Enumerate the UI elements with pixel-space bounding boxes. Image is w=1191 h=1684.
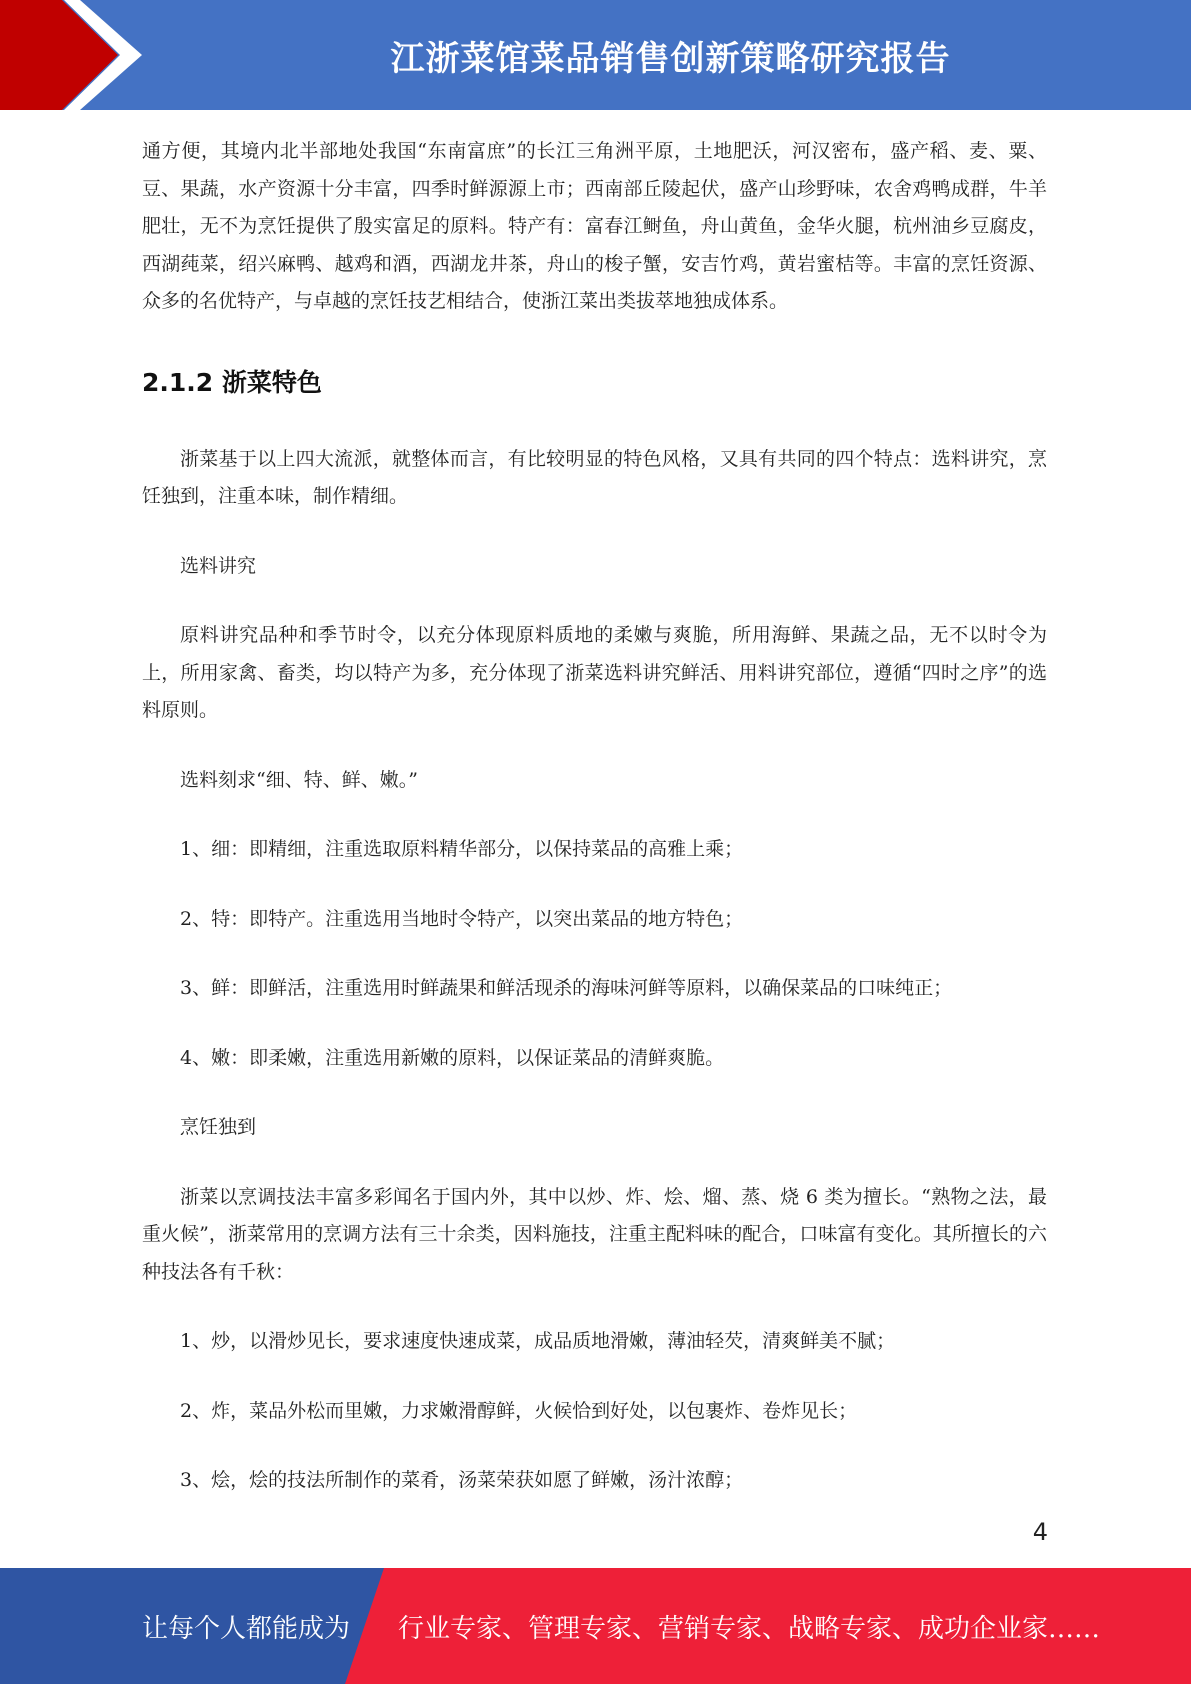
list-item: 1、细：即精细，注重选取原料精华部分，以保持菜品的高雅上乘；: [180, 838, 744, 860]
list-item: 2、特：即特产。注重选用当地时令特产，以突出菜品的地方特色；: [180, 907, 744, 930]
list-item: 1、炒，以滑炒见长，要求速度快速成菜，成品质地滑嫩，薄油轻芡，清爽鲜美不腻；: [180, 1330, 896, 1352]
paragraph-intro: 通方便，其境内北半部地处我国“东南富庶”的长江三角洲平原，土地肥沃，河汉密布，盛产稻、麦、粟、豆、果蔬，水产资源十分丰富，四季时鲜源源上市；西南部丘陵起伏，盛产山珍野味，农舍鸡鸭成群，牛羊肥壮，无不为烹饪提供了殷实富足的原料。特产有：富春江鲥鱼，舟山黄鱼，金华火腿，杭州油乡豆腐皮，西湖莼菜，绍兴麻鸭、越鸡和酒，西湖龙井茶，舟山的梭子蟹，安吉竹鸡，黄岩蜜桔等。丰富的烹饪资源、众多的名优特产，与卓越的烹饪技艺相结合，使浙江菜出类拔萃地独成体系。: [142, 140, 1047, 312]
document-title: 江浙菜馆菜品销售创新策略研究报告: [390, 38, 951, 79]
page-footer: [0, 1568, 1191, 1684]
paragraph: 选料刻求“细、特、鲜、嫩。”: [180, 768, 418, 791]
paragraph: 浙菜以烹调技法丰富多彩闻名于国内外，其中以炒、炸、烩、熘、蒸、烧 6 类为擅长。“熟物之法，最重火候”，浙菜常用的烹调方法有三十余类，因料施技，注重主配料味的配合，口味富有变化。其所擅长的六种技法各有千秋：: [142, 1185, 1047, 1283]
subheading-cooking: 烹饪独到: [180, 1116, 257, 1138]
header-arrow-decoration: [0, 0, 160, 110]
page-number: 4: [1032, 1518, 1048, 1546]
page-header: [0, 0, 1191, 110]
list-item: 4、嫩：即柔嫩，注重选用新嫩的原料，以保证菜品的清鲜爽脆。: [180, 1046, 725, 1069]
page-content: [142, 133, 1047, 1500]
subheading-selection: 选料讲究: [180, 554, 257, 577]
footer-slogan-right: 行业专家、管理专家、营销专家、战略专家、成功企业家……: [398, 1613, 1101, 1644]
list-item: 3、烩，烩的技法所制作的菜肴，汤菜荣获如愿了鲜嫩，汤汁浓醇；: [180, 1469, 744, 1491]
list-item: 3、鲜：即鲜活，注重选用时鲜蔬果和鲜活现杀的海味河鲜等原料，以确保菜品的口味纯正；: [180, 977, 953, 999]
list-item: 2、炸，菜品外松而里嫩，力求嫩滑醇鲜，火候恰到好处，以包裹炸、卷炸见长；: [180, 1399, 858, 1422]
footer-slogan-left: 让每个人都能成为: [142, 1613, 351, 1644]
section-heading: 2.1.2 浙菜特色: [142, 367, 322, 397]
paragraph: 原料讲究品种和季节时令，以充分体现原料质地的柔嫩与爽脆，所用海鲜、果蔬之品，无不以时令为上，所用家禽、畜类，均以特产为多，充分体现了浙菜选料讲究鲜活、用料讲究部位，遵循“四时之序”的选料原则。: [142, 624, 1047, 721]
paragraph: 浙菜基于以上四大流派，就整体而言，有比较明显的特色风格，又具有共同的四个特点：选料讲究，烹饪独到，注重本味，制作精细。: [142, 447, 1047, 507]
